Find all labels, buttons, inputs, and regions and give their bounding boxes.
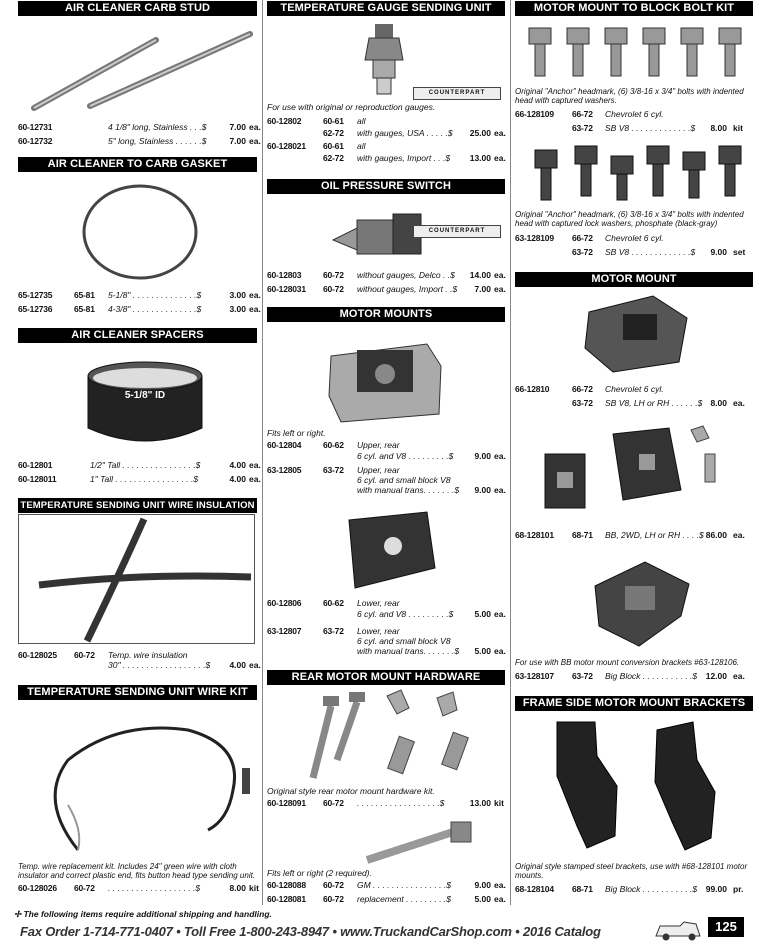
bolt-image xyxy=(357,818,477,868)
section-header-frame-side-brackets: FRAME SIDE MOTOR MOUNT BRACKETS xyxy=(515,696,753,711)
truck-logo-icon xyxy=(652,918,704,942)
spacer-image xyxy=(80,358,210,448)
section-header-air-cleaner-spacers: AIR CLEANER SPACERS xyxy=(18,328,257,343)
bolt-kit-description-2: Original "Anchor" headmark, (6) 3/8-16 x 3/4" bolts with indented head with captured lock washers, phosphate (black-gray) xyxy=(515,210,744,228)
bolt-kit-image-2 xyxy=(529,142,747,204)
section-header-air-cleaner-carb-stud: AIR CLEANER CARB STUD xyxy=(18,1,257,16)
bb-mount-description: For use with BB motor mount conversion brackets #63-128106. xyxy=(515,658,740,667)
column-divider xyxy=(510,0,511,905)
frame-brackets-image xyxy=(537,716,737,854)
column-divider xyxy=(262,0,263,905)
counterpart-logo: COUNTERPART xyxy=(413,225,501,238)
section-header-motor-mount: MOTOR MOUNT xyxy=(515,272,753,287)
wire-insulation-frame xyxy=(18,514,255,644)
bb-motor-mount-image xyxy=(541,424,741,520)
section-header-motor-mounts: MOTOR MOUNTS xyxy=(267,307,505,322)
rear-mount-hardware-image xyxy=(297,688,502,784)
column-2: TEMPERATURE GAUGE SENDING UNIT For use with original or reproduction gauges. 60-12802 60-61 all 62-72 with gauges, USA . . . . .$ 25.00 ea. 60-128021 60-61 all 62-72 with gauges, Import . . .$ 13.00 ea. OIL PRESSURE SWITCH 60-12803 60-72 without gauges, Delco . .$ 14.00 ea. 60-128031 60-72 without gauges, Import . .$ 7.00 ea. MOTOR MOUNTS Fits left or right. 60-12804 60-62 Upper, rear 6 cyl. and V8 . . . . . . . . .$ 9.00 ea. 63-12805 63-72 Upper, rear 6 cyl. and small block V8 with manual trans. . . . . . .$ 9.00 ea. 60-12806 60-62 Lower, rear 6 cyl. and V8 . . . . . . . . .$ 5.00 ea. 63-12807 63-72 Lower, rear 6 cyl. and small block V8 with manual trans. . . . . . .$ 5.00 ea. REAR MOTOR MOUNT HARDWARE Original style rear motor mount hardware kit. 60-128091 60-72 . . . . . . . . . . . . . . . . . .$ 13.00 kit Fits left or right (2 required). 60-128088 60-72 GM . . . . . . . . . . . . . . . .$ 9.00 ea. 60-128081 60-72 replacement . . . . . . . . .$ 5.00 ea. xyxy=(267,2,506,904)
section-header-oil-pressure-switch: OIL PRESSURE SWITCH xyxy=(267,179,505,194)
column-1: AIR CLEANER CARB STUD 60-12731 4 1/8" long, Stainless . . .$ 7.00 ea. 60-12732 5" long, Stainless . . . . . .$ 7.00 ea. AIR CLEANER TO CARB GASKET 65-12735 65-81 5-1/8" . . . . . . . . . . . . . .$ 3.00 ea. 65-12736 65-81 4-3/8" . . . . . . . . . . . . . .$ 3.00 ea. AIR CLEANER SPACERS 5-1/8" ID 60-12801 1/2" Tall . . . . . . . . . . . . . . . .$ 4.00 ea. 60-128011 1" Tall . . . . . . . . . . . . . . . . .$ 4.00 ea. TEMPERATURE SENDING UNIT WIRE INSULATION 60-128025 60-72 Temp. wire insulation 30" . . . . . . . . . . . . . . . . . .$ 4.00 ea. TEMPERATURE SENDING UNIT WIRE KIT Temp. wire replacement kit. Includes 24" green wire with cloth insulator and correct plastic end, fits button head type sending unit. 60-128026 60-72 . . . . . . . . . . . . . . . . . . .$ 8.00 kit xyxy=(18,2,261,893)
section-header-wire-kit: TEMPERATURE SENDING UNIT WIRE KIT xyxy=(18,685,257,700)
gasket-image xyxy=(80,182,200,282)
wire-insulation-image xyxy=(19,515,254,643)
lower-motor-mount-image xyxy=(343,508,439,592)
section-header-rear-motor-mount-hardware: REAR MOTOR MOUNT HARDWARE xyxy=(267,670,505,685)
shipping-note: ✢ The following items require additional shipping and handling. xyxy=(14,909,272,919)
counterpart-logo: COUNTERPART xyxy=(413,87,501,100)
wire-kit-image xyxy=(38,710,253,860)
bb-mount-bracket-image xyxy=(585,556,695,652)
section-header-air-cleaner-gasket: AIR CLEANER TO CARB GASKET xyxy=(18,157,257,172)
column-3: MOTOR MOUNT TO BLOCK BOLT KIT Original "Anchor" headmark, (6) 3/8-16 x 3/4" bolts with indented head with captured washers. 66-128109 66-72 Chevrolet 6 cyl. 63-72 SB V8 . . . . . . . . . . . . .$ 8.00 kit Original "Anchor" headmark, (6) 3/8-16 x 3/4" bolts with indented head with captured lock washers, phosphate (black-gray) 63-128109 66-72 Chevrolet 6 cyl. 63-72 SB V8 . . . . . . . . . . . . .$ 9.00 set MOTOR MOUNT 66-12810 66-72 Chevrolet 6 cyl. 63-72 SB V8, LH or RH . . . . . .$ 8.00 ea. 68-128101 68-71 BB, 2WD, LH or RH . . . .$ 86.00 ea. For use with BB motor mount conversion brackets #63-128106. 63-128107 63-72 Big Block . . . . . . . . . . .$ 12.00 ea. FRAME SIDE MOTOR MOUNT BRACKETS Original style stamped steel brackets, use with #68-128101 motor mounts. 68-128104 68-71 Big Block . . . . . . . . . . .$ 99.00 pr. xyxy=(515,0,753,905)
footer-bar xyxy=(14,921,752,943)
bolt-kit-image-1 xyxy=(523,22,751,82)
spacer-id-label: 5-1/8" ID xyxy=(124,390,166,401)
motor-mount-image xyxy=(583,290,693,376)
upper-motor-mount-image xyxy=(327,336,445,424)
bolt-kit-description-1: Original "Anchor" headmark, (6) 3/8-16 x 3/4" bolts with indented head with captured washers. xyxy=(515,87,744,105)
section-header-temp-gauge-sending-unit: TEMPERATURE GAUGE SENDING UNIT xyxy=(267,1,505,16)
section-header-bolt-kit: MOTOR MOUNT TO BLOCK BOLT KIT xyxy=(515,1,753,16)
frame-brackets-description: Original style stamped steel brackets, use with #68-128101 motor mounts. xyxy=(515,862,748,880)
section-header-wire-insulation: TEMPERATURE SENDING UNIT WIRE INSULATION xyxy=(18,498,257,513)
wire-kit-description: Temp. wire replacement kit. Includes 24" green wire with cloth insulator and correct plastic end, fits button head type sending unit. xyxy=(18,862,256,880)
page-number: 125 xyxy=(708,917,744,937)
carb-stud-image xyxy=(28,28,253,113)
contact-line: Fax Order 1-714-771-0407 • Toll Free 1-800-243-8947 • www.TruckandCarShop.com • 2016 Catalog xyxy=(20,924,601,939)
